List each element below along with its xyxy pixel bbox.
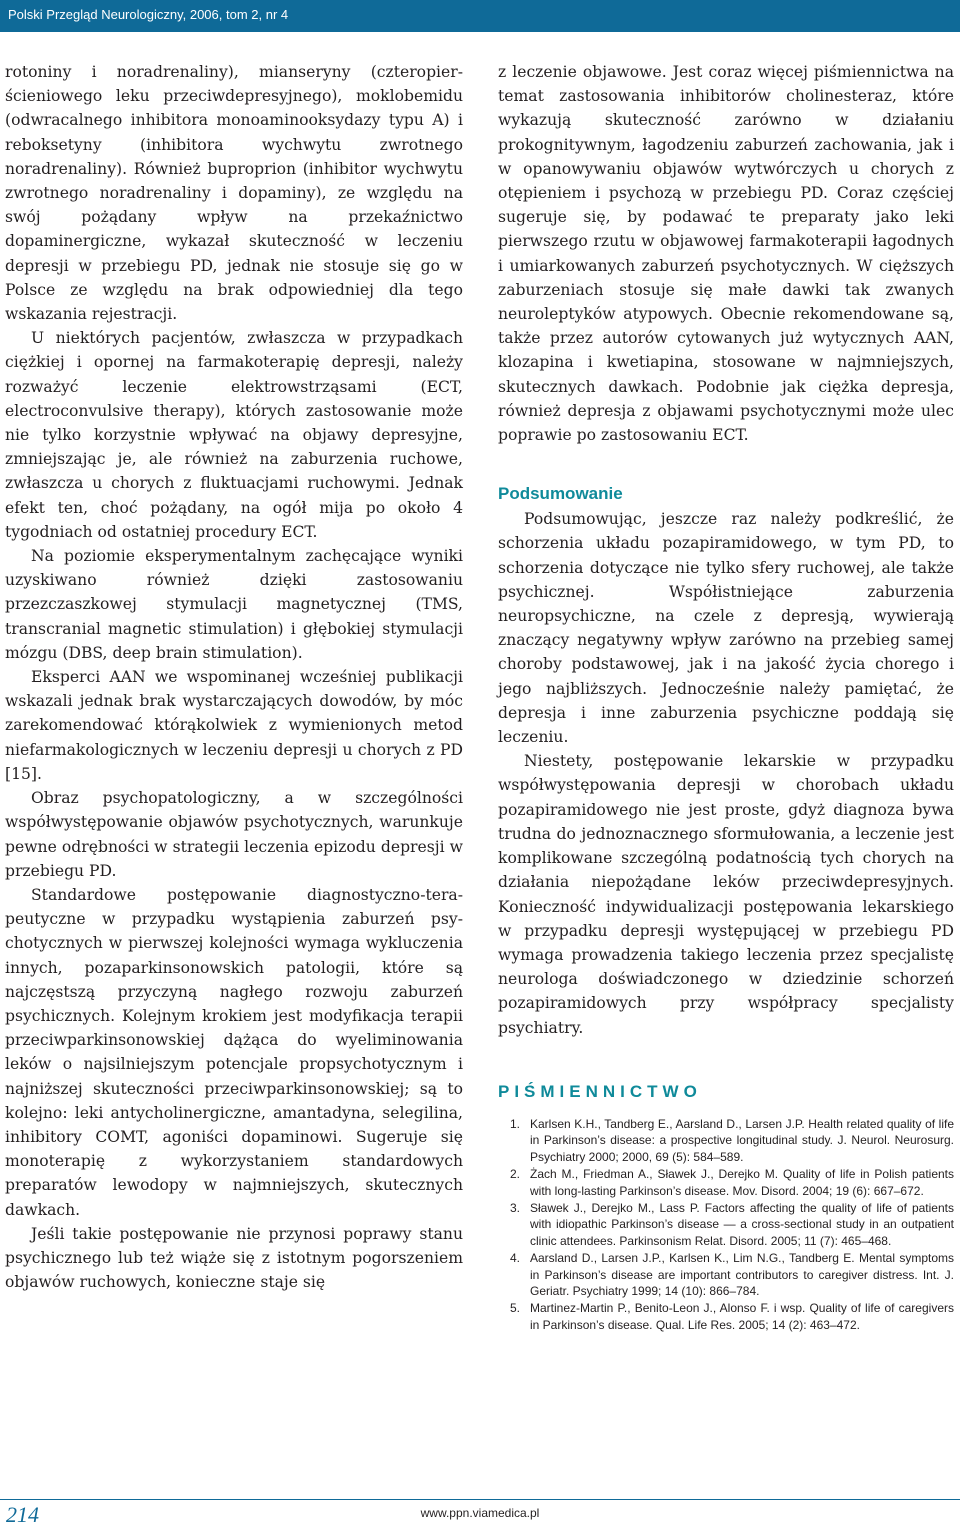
journal-title: Polski Przegląd Neurologiczny, 2006, tom 2, nr 4: [8, 7, 289, 22]
reference-text: Martinez-Martin P., Benito-Leon J., Alonso F. i wsp. Quality of life of caregivers in Parkinson’s disease. Qual. Life Res. 2005; 14 (2): 463–472.: [530, 1301, 954, 1332]
left-column: [5, 60, 463, 1294]
paragraph: z leczenie objawowe. Jest coraz więcej piśmiennictwa na temat zastosowania inhibitorów cholinesteraz, które wykazują skuteczność zarówno w działaniu prokognitywnym, łagodzeniu zaburzeń zachowania, jak i w opanowywaniu objawów wytwórczych u chorych z otępieniem i psychozą w przebiegu PD. Coraz częściej sugeruje się, by podawać te preparaty jako leki pierwszego rzutu w objawowej farmakoterapii łagodnych i umiarkowanych zaburzeń psychotycznych. W cięższych zaburzeniach stosuje się małe dawki tak zwanych neuroleptyków atypowych. Obecnie rekomendowane są, także przez autorów cytowanych już wytycznych AAN, klozapina i kwetiapina, stosowane w najmniejszych, skutecznych dawkach. Podobnie jak ciężka depresja, również depresja z objawami psychotycznymi może ulec poprawie po zastosowaniu ECT.: [498, 63, 954, 445]
reference-item: [498, 1166, 954, 1199]
right-column: [498, 60, 954, 1334]
paragraph: Niestety, postępowanie lekarskie w przypadku współwystępowania depresji w chorobach układu pozapiramidowego nie jest proste, gdyż diagnoza bywa trudna do jednoznacznego sformułowania, a leczenie jest komplikowane szczególną podatnością tych chorych na działania niepożądane leków przeciwdepresyjnych. Konieczność indywidualizacji postępowania lekarskiego w przypadku depresji występującej w przebiegu PD wymaga prowadzenia takiego leczenia przez specjalistę neurologa doświadczonego w dziedzinie schorzeń pozapiramidowych przy współpracy specjalisty psychiatry.: [498, 752, 954, 1037]
references-heading: PIŚMIENNICTWO: [498, 1081, 702, 1101]
reference-text: Żach M., Friedman A., Sławek J., Derejko M. Quality of life in Polish patients with long-lasting Parkinson’s disease. Mov. Disord. 2004; 19 (6): 667–672.: [530, 1167, 954, 1198]
reference-item: [498, 1116, 954, 1165]
journal-header-bar: [0, 0, 960, 32]
paragraph: U niektórych pacjentów, zwłaszcza w przypadkach ciężkiej i opornej na farmakoterapię depresji, należy rozważyć leczenie elektrowstrząsami (ECT, electroconvulsive therapy), których zastosowanie może nie tylko korzystnie wpływać na objawy depresyjne, zmniejszając je, ale również na zaburzenia ruchowe, zwłaszcza u chorych z fluktuacjami ruchowymi. Jednak efekt ten, choć pożądany, na ogół mija po około 4 tygodniach od ostatniej procedury ECT.: [5, 329, 463, 541]
paragraph: Na poziomie eksperymentalnym zachęcające wyniki uzyskiwano również dzięki zastosowaniu przezczaszkowej stymulacji magnetycznej (TMS, transcranial magnetic stimulation) i głębokiej stymulacji mózgu (DBS, deep brain stimulation).: [5, 547, 463, 662]
paragraph: Obraz psychopatologiczny, a w szczególności współwystępowanie objawów psychotycznych, warunkuje pewne odrębności w strategii leczenia epizodu depresji w przebiegu PD.: [5, 789, 463, 880]
paragraph: Eksperci AAN we wspominanej wcześniej publikacji wskazali jednak brak wystarczających dowodów, by móc zarekomendować którąkolwiek z wymienionych metod niefarmakologicznych w leczeniu depresji u chorych z PD [15].: [5, 668, 463, 783]
reference-item: [498, 1250, 954, 1299]
paragraph: Standardowe postępowanie diagnostyczno-terapeutyczne w przypadku wystąpienia zaburzeń psychotycznych w pierwszej kolejności wymaga wykluczenia innych, pozaparkinsonowskich patologii, które są najczęstszą przyczyną nagłego rozwoju zaburzeń psychicznych. Kolejnym krokiem jest modyfikacja terapii przeciwparkinsonowskiej dążąca do wyeliminowania leków o najsilniejszym potencjale propsychotycznym i najniższej skuteczności przeciwparkinsonowskiej; są to kolejno: leki antycholinergiczne, amantadyna, selegilina, inhibitory COMT, agoniści dopaminowi. Sugeruje się monoterapię z wykorzystaniem standardowych preparatów lewodopy w najmniejszych, skutecznych dawkach.: [5, 885, 463, 1219]
footer-url: www.ppn.viamedica.pl: [420, 1506, 540, 1520]
reference-number: 3.: [510, 1200, 521, 1215]
references-list: [498, 1116, 954, 1333]
reference-text: Sławek J., Derejko M., Lass P. Factors affecting the quality of life of patients with idiopathic Parkinson’s disease — a cross-sectional study in an outpatient clinic attendees. Parkinsonism Relat. Disord. 2005; 11 (7): 465–468.: [530, 1200, 954, 1248]
paragraph: Jeśli takie postępowanie nie przynosi poprawy stanu psychicznego lub też wiąże się z istotnym pogorszeniem objawów ruchowych, konieczne staje się: [5, 1224, 463, 1292]
reference-number: 2.: [510, 1167, 521, 1182]
reference-text: Aarsland D., Larsen J.P., Karlsen K., Lim N.G., Tandberg E. Mental symptoms in Parkinson’s disease are important contributors to caregiver distress. Int. J. Geriatr. Psychiatry 1999; 14 (10): 866–784.: [530, 1251, 954, 1298]
reference-number: 1.: [510, 1116, 521, 1131]
paragraph: Podsumowując, jeszcze raz należy podkreślić, że schorzenia układu pozapiramidowego, w tym PD, to schorzenia dotyczące nie tylko sfery ruchowej, ale także psychicznej. Współistniejące zaburzenia neuropsychiczne, na czele z depresją, wywierają znaczący negatywny wpływ zarówno na przebieg samej choroby podstawowej, jak i na jakość życia chorego i jego najbliższych. Jednocześnie należy pamiętać, że depresja i inne zaburzenia psychiczne poddają się leczeniu.: [498, 510, 954, 747]
reference-item: [498, 1300, 954, 1333]
reference-number: 5.: [510, 1301, 521, 1316]
reference-item: [498, 1200, 954, 1249]
page-number: 214: [6, 1502, 39, 1527]
footer-divider: [0, 1499, 960, 1500]
reference-number: 4.: [510, 1251, 521, 1266]
reference-text: Karlsen K.H., Tandberg E., Aarsland D., Larsen J.P. Health related quality of life in Parkinson’s disease: a prospective longitudinal study. J. Neurol. Neurosurg. Psychiatry 2000; 2000, 69 (5): 584–589.: [530, 1116, 954, 1164]
summary-heading: Podsumowanie: [498, 484, 623, 504]
paragraph: rotoniny i noradrenaliny), mianseryny (czteropierścieniowego leku przeciwdepresyjnego), moklobemidu (odwracalnego inhibitora monoaminooksydazy typu A) i reboksetyny (inhibitora wychwytu zwrotnego noradrenaliny). Również buproprion (inhibitor wychwytu zwrotnego noradrenaliny i dopaminy), ze względu na swój pożądany wpływ na przekaźnictwo dopaminergiczne, wykazał skuteczność w leczeniu depresji w przebiegu PD, jednak nie stosuje się go w Polsce ze względu na brak odpowiedniej dla tego wskazania rejestracji.: [5, 63, 463, 324]
